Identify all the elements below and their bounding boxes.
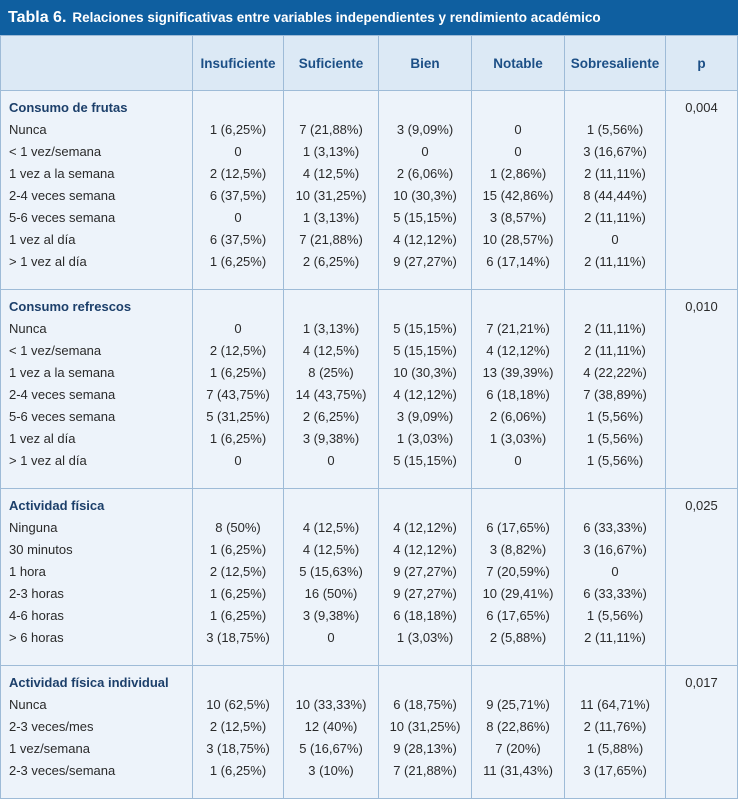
table-cell: 4 (12,12%) xyxy=(379,229,472,251)
table-cell: 10 (30,3%) xyxy=(379,362,472,384)
header-cell: Sobresaliente xyxy=(565,36,666,91)
header-cell: Suficiente xyxy=(284,36,379,91)
table-cell: 3 (16,67%) xyxy=(565,141,666,163)
table-row xyxy=(1,141,738,163)
table-cell: 10 (29,41%) xyxy=(472,583,565,605)
table-cell: 3 (9,38%) xyxy=(284,605,379,627)
table-row xyxy=(1,362,738,384)
table-title: Relaciones significativas entre variables independientes y rendimiento académico xyxy=(72,10,601,25)
table-cell: 6 (17,65%) xyxy=(472,605,565,627)
table-cell: 3 (9,38%) xyxy=(284,428,379,450)
p-value: 0,004 xyxy=(666,97,738,119)
table-cell: 1 (5,56%) xyxy=(565,605,666,627)
table-cell: 10 (28,57%) xyxy=(472,229,565,251)
table-cell: 2 (12,5%) xyxy=(193,561,284,583)
table-cell: 10 (62,5%) xyxy=(193,694,284,716)
table-cell: 8 (44,44%) xyxy=(565,185,666,207)
table-cell: 5 (15,15%) xyxy=(379,340,472,362)
row-label: 2-4 veces semana xyxy=(1,384,193,406)
table-cell: 0 xyxy=(472,450,565,472)
table-cell: 5 (15,15%) xyxy=(379,207,472,229)
table-cell: 1 (6,25%) xyxy=(193,605,284,627)
row-label: 2-4 veces semana xyxy=(1,185,193,207)
table-cell: 2 (11,76%) xyxy=(565,716,666,738)
table-row xyxy=(1,583,738,605)
table-cell: 0 xyxy=(193,207,284,229)
p-value: 0,010 xyxy=(666,296,738,318)
section-group xyxy=(1,290,738,489)
table-row xyxy=(1,627,738,649)
header-cell: Bien xyxy=(379,36,472,91)
table-cell: 2 (12,5%) xyxy=(193,163,284,185)
row-label: < 1 vez/semana xyxy=(1,340,193,362)
row-label: 30 minutos xyxy=(1,539,193,561)
table-cell: 1 (3,13%) xyxy=(284,207,379,229)
table-cell: 9 (28,13%) xyxy=(379,738,472,760)
row-label: Nunca xyxy=(1,694,193,716)
section-title-row xyxy=(1,672,738,694)
table-cell: 11 (31,43%) xyxy=(472,760,565,782)
table-row xyxy=(1,207,738,229)
table-cell: 6 (18,18%) xyxy=(379,605,472,627)
table-cell: 1 (3,03%) xyxy=(472,428,565,450)
section-group xyxy=(1,91,738,290)
table-cell: 0 xyxy=(284,627,379,649)
table-cell: 1 (5,56%) xyxy=(565,450,666,472)
table-row xyxy=(1,428,738,450)
header-cell: Insuficiente xyxy=(193,36,284,91)
table-row xyxy=(1,185,738,207)
table-cell: 4 (12,12%) xyxy=(379,539,472,561)
row-label: 2-3 horas xyxy=(1,583,193,605)
table-cell: 7 (21,88%) xyxy=(284,119,379,141)
table-cell: 7 (21,88%) xyxy=(284,229,379,251)
row-label: 4-6 horas xyxy=(1,605,193,627)
table-cell: 0 xyxy=(472,119,565,141)
row-label: 1 vez a la semana xyxy=(1,163,193,185)
table-cell: 4 (12,5%) xyxy=(284,539,379,561)
table-cell: 1 (3,03%) xyxy=(379,627,472,649)
table-cell: 9 (27,27%) xyxy=(379,561,472,583)
row-label: 1 vez al día xyxy=(1,428,193,450)
section-group xyxy=(1,666,738,799)
header-cell xyxy=(1,36,193,91)
table-cell: 0 xyxy=(565,229,666,251)
table-caption xyxy=(0,0,738,35)
table-cell: 9 (27,27%) xyxy=(379,583,472,605)
table-cell: 1 (3,13%) xyxy=(284,141,379,163)
section-title: Consumo refrescos xyxy=(1,296,193,318)
table-cell: 2 (6,06%) xyxy=(472,406,565,428)
table-cell: 6 (18,18%) xyxy=(472,384,565,406)
table-cell: 4 (12,5%) xyxy=(284,163,379,185)
table-cell: 0 xyxy=(193,141,284,163)
table-cell: 2 (12,5%) xyxy=(193,340,284,362)
section-title-row xyxy=(1,97,738,119)
table-cell: 2 (11,11%) xyxy=(565,340,666,362)
table-cell: 1 (6,25%) xyxy=(193,583,284,605)
table-cell: 6 (33,33%) xyxy=(565,583,666,605)
table-cell: 3 (9,09%) xyxy=(379,406,472,428)
table-cell: 9 (25,71%) xyxy=(472,694,565,716)
table-cell: 3 (8,57%) xyxy=(472,207,565,229)
table-cell: 4 (12,5%) xyxy=(284,517,379,539)
row-label: 5-6 veces semana xyxy=(1,406,193,428)
section-title: Actividad física xyxy=(1,495,193,517)
table-cell: 4 (12,5%) xyxy=(284,340,379,362)
table-cell: 3 (16,67%) xyxy=(565,539,666,561)
table-cell: 4 (12,12%) xyxy=(379,384,472,406)
table-row xyxy=(1,163,738,185)
header-cell: p xyxy=(666,36,738,91)
table-cell: 5 (31,25%) xyxy=(193,406,284,428)
table-row xyxy=(1,450,738,472)
header-cell: Notable xyxy=(472,36,565,91)
table-row xyxy=(1,561,738,583)
table-row xyxy=(1,738,738,760)
p-value: 0,025 xyxy=(666,495,738,517)
table-row xyxy=(1,716,738,738)
table-cell: 3 (17,65%) xyxy=(565,760,666,782)
table-cell: 1 (5,56%) xyxy=(565,406,666,428)
table-cell: 4 (22,22%) xyxy=(565,362,666,384)
table-row xyxy=(1,251,738,273)
section-title-row xyxy=(1,296,738,318)
table-cell: 5 (15,15%) xyxy=(379,450,472,472)
table-cell: 14 (43,75%) xyxy=(284,384,379,406)
row-label: > 6 horas xyxy=(1,627,193,649)
table-cell: 6 (17,65%) xyxy=(472,517,565,539)
table-cell: 4 (12,12%) xyxy=(472,340,565,362)
table-cell: 3 (9,09%) xyxy=(379,119,472,141)
table-cell: 1 (6,25%) xyxy=(193,428,284,450)
table-cell: 2 (6,25%) xyxy=(284,406,379,428)
table-row xyxy=(1,318,738,340)
row-label: 1 vez a la semana xyxy=(1,362,193,384)
table-cell: 0 xyxy=(379,141,472,163)
table-cell: 10 (33,33%) xyxy=(284,694,379,716)
row-label: < 1 vez/semana xyxy=(1,141,193,163)
row-label: > 1 vez al día xyxy=(1,450,193,472)
table-row xyxy=(1,119,738,141)
table-row xyxy=(1,406,738,428)
table-cell: 10 (31,25%) xyxy=(284,185,379,207)
table-cell: 16 (50%) xyxy=(284,583,379,605)
table-row xyxy=(1,760,738,782)
table-cell: 0 xyxy=(193,450,284,472)
table-cell: 7 (43,75%) xyxy=(193,384,284,406)
table-cell: 3 (18,75%) xyxy=(193,738,284,760)
table-cell: 1 (2,86%) xyxy=(472,163,565,185)
row-label: Ninguna xyxy=(1,517,193,539)
table-row xyxy=(1,605,738,627)
table-cell: 7 (20,59%) xyxy=(472,561,565,583)
table-cell: 3 (8,82%) xyxy=(472,539,565,561)
table-cell: 0 xyxy=(193,318,284,340)
table-row xyxy=(1,229,738,251)
row-label: 5-6 veces semana xyxy=(1,207,193,229)
table-cell: 6 (17,14%) xyxy=(472,251,565,273)
table-cell: 2 (11,11%) xyxy=(565,627,666,649)
table-cell: 10 (31,25%) xyxy=(379,716,472,738)
table-cell: 6 (37,5%) xyxy=(193,229,284,251)
section-title: Actividad física individual xyxy=(1,672,193,694)
table-cell: 1 (5,56%) xyxy=(565,428,666,450)
table-number: Tabla 6. xyxy=(8,8,67,26)
table-cell: 5 (15,63%) xyxy=(284,561,379,583)
table-cell: 1 (6,25%) xyxy=(193,119,284,141)
table-cell: 8 (25%) xyxy=(284,362,379,384)
section-title-row xyxy=(1,495,738,517)
table-cell: 2 (5,88%) xyxy=(472,627,565,649)
row-label: > 1 vez al día xyxy=(1,251,193,273)
table-cell: 8 (22,86%) xyxy=(472,716,565,738)
table-cell: 11 (64,71%) xyxy=(565,694,666,716)
section-title: Consumo de frutas xyxy=(1,97,193,119)
table-row xyxy=(1,694,738,716)
table-row xyxy=(1,517,738,539)
p-value: 0,017 xyxy=(666,672,738,694)
table-cell: 7 (20%) xyxy=(472,738,565,760)
table-row xyxy=(1,539,738,561)
table-cell: 2 (11,11%) xyxy=(565,251,666,273)
table-cell: 2 (11,11%) xyxy=(565,207,666,229)
table-cell: 3 (18,75%) xyxy=(193,627,284,649)
row-label: Nunca xyxy=(1,119,193,141)
table-cell: 7 (21,21%) xyxy=(472,318,565,340)
table-cell: 1 (6,25%) xyxy=(193,362,284,384)
table-cell: 3 (10%) xyxy=(284,760,379,782)
table-cell: 9 (27,27%) xyxy=(379,251,472,273)
table-cell: 0 xyxy=(565,561,666,583)
table-cell: 2 (6,25%) xyxy=(284,251,379,273)
row-label: 1 vez al día xyxy=(1,229,193,251)
table-cell: 5 (16,67%) xyxy=(284,738,379,760)
table-cell: 13 (39,39%) xyxy=(472,362,565,384)
table-cell: 12 (40%) xyxy=(284,716,379,738)
table-cell: 7 (21,88%) xyxy=(379,760,472,782)
table-cell: 2 (11,11%) xyxy=(565,163,666,185)
table-row xyxy=(1,340,738,362)
table-cell: 10 (30,3%) xyxy=(379,185,472,207)
header-row xyxy=(1,36,738,91)
table-row xyxy=(1,384,738,406)
table-cell: 6 (37,5%) xyxy=(193,185,284,207)
data-table xyxy=(0,35,738,799)
table-cell: 4 (12,12%) xyxy=(379,517,472,539)
table-cell: 0 xyxy=(284,450,379,472)
table-cell: 2 (6,06%) xyxy=(379,163,472,185)
row-label: 2-3 veces/semana xyxy=(1,760,193,782)
table-cell: 15 (42,86%) xyxy=(472,185,565,207)
table-cell: 8 (50%) xyxy=(193,517,284,539)
table-cell: 2 (12,5%) xyxy=(193,716,284,738)
row-label: 1 hora xyxy=(1,561,193,583)
row-label: Nunca xyxy=(1,318,193,340)
table-cell: 1 (3,13%) xyxy=(284,318,379,340)
table-cell: 0 xyxy=(472,141,565,163)
row-label: 1 vez/semana xyxy=(1,738,193,760)
table-cell: 1 (6,25%) xyxy=(193,539,284,561)
table-cell: 1 (5,56%) xyxy=(565,119,666,141)
row-label: 2-3 veces/mes xyxy=(1,716,193,738)
table-cell: 1 (6,25%) xyxy=(193,760,284,782)
table-cell: 5 (15,15%) xyxy=(379,318,472,340)
table-cell: 6 (33,33%) xyxy=(565,517,666,539)
table-cell: 1 (6,25%) xyxy=(193,251,284,273)
table-cell: 6 (18,75%) xyxy=(379,694,472,716)
table-cell: 2 (11,11%) xyxy=(565,318,666,340)
section-group xyxy=(1,489,738,666)
table-cell: 7 (38,89%) xyxy=(565,384,666,406)
table-cell: 1 (5,88%) xyxy=(565,738,666,760)
table-cell: 1 (3,03%) xyxy=(379,428,472,450)
